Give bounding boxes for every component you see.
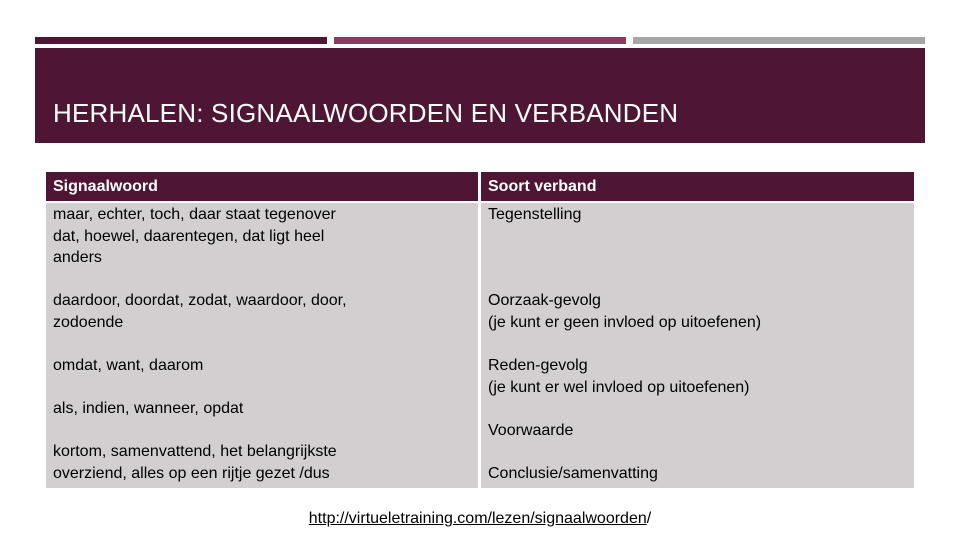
accent-bar-dark [35,37,327,44]
list-item: Voorwaarde [488,422,574,439]
list-item: daardoor, doordat, zodat, waardoor, door, [53,292,347,309]
list-item: dat, hoewel, daarentegen, dat ligt heel [53,228,325,245]
list-item: (je kunt er geen invloed op uitoefenen) [488,314,762,331]
list-item: zodoende [53,314,124,331]
list-item: anders [53,249,102,266]
body-column-signaalwoord [46,203,478,488]
list-item: Reden-gevolg [488,357,588,374]
accent-bar-grey [633,37,925,44]
list-item: als, indien, wanneer, opdat [53,400,244,417]
list-item: maar, echter, toch, daar staat tegenover [53,206,336,223]
title-banner [35,48,925,143]
list-item: Tegenstelling [488,206,582,223]
body-column-soort-verband [481,203,914,488]
slide-title: HERHALEN: SIGNAALWOORDEN EN VERBANDEN [53,98,679,128]
header-signaalwoord: Signaalwoord [46,172,478,201]
source-link-suffix: / [646,510,652,527]
header-soort-verband: Soort verband [481,172,914,201]
list-item: omdat, want, daarom [53,357,204,374]
list-item: overziend, alles op een rijtje gezet /dus [53,465,330,482]
list-item: Oorzaak-gevolg [488,292,601,309]
accent-bar-medium [334,37,626,44]
source-link[interactable]: http://virtueletraining.com/lezen/signaalwoorden [308,510,647,527]
list-item: kortom, samenvattend, het belangrijkste [53,443,337,460]
list-item: (je kunt er wel invloed op uitoefenen) [488,379,750,396]
source-footer [0,510,960,528]
list-item: Conclusie/samenvatting [488,465,658,482]
